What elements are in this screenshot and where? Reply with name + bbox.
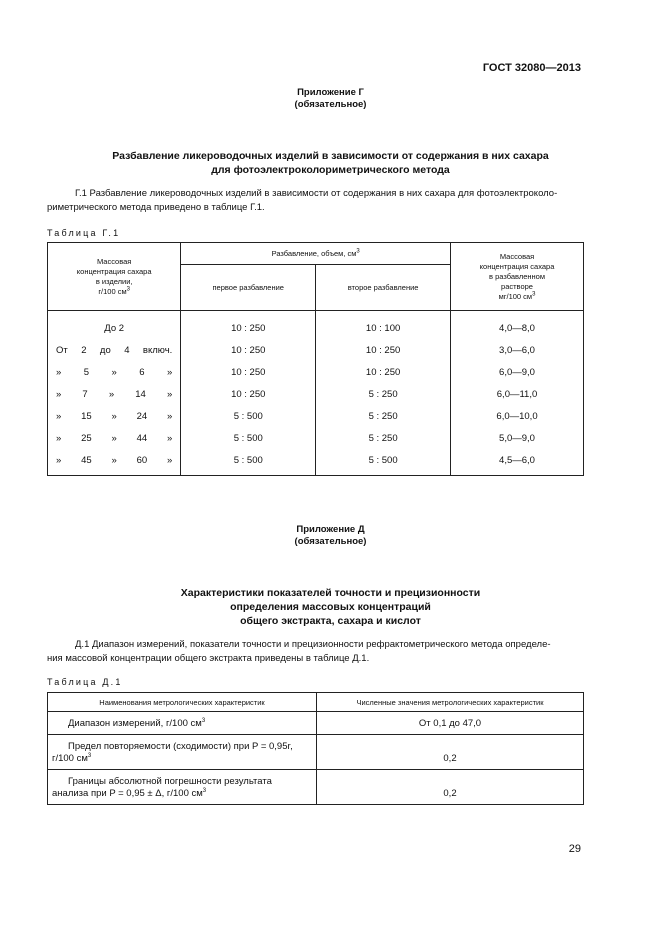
- second-dilution-cell: 10 : 250: [316, 339, 451, 361]
- header-line: мг/100 см: [498, 291, 533, 301]
- col-second-dilution-header: второе разбавление: [316, 265, 451, 311]
- characteristic-name-continued: анализа при P = 0,95 ± Δ, г/100 см: [52, 788, 203, 799]
- appendix-g-heading-line1: Разбавление ликероводочных изделий в зависимости от содержания в них сахара: [112, 150, 549, 162]
- characteristic-name: Границы абсолютной погрешности результата: [68, 776, 272, 787]
- appendix-g-title: Приложение Г: [297, 87, 364, 98]
- characteristic-value-cell: 0,2: [317, 735, 584, 770]
- range-part: »: [111, 432, 117, 444]
- result-cell: 4,0—8,0: [451, 311, 584, 340]
- col-characteristic-value-header: Численные значения метрологических характеристик: [317, 693, 584, 712]
- characteristic-name-cell: Границы абсолютной погрешности результата анализа при P = 0,95 ± Δ, г/100 $см^3$: [48, 770, 317, 805]
- second-dilution-cell: 5 : 500: [316, 449, 451, 476]
- range-text: До 2: [104, 322, 125, 334]
- range-part: »: [56, 410, 62, 422]
- range-part: »: [56, 388, 62, 400]
- range-part: включ.: [142, 344, 173, 356]
- standard-number: ГОСТ 32080—2013: [482, 62, 581, 74]
- range-part: »: [167, 410, 173, 422]
- range-part: 4: [124, 344, 130, 356]
- range-part: 25: [81, 432, 92, 444]
- header-line: г/100 см: [98, 286, 127, 296]
- appendix-d-title: Приложение Д: [296, 524, 365, 535]
- range-cell: [48, 339, 181, 361]
- range-part: »: [111, 366, 117, 378]
- range-part: »: [166, 388, 173, 400]
- range-part: 24: [136, 410, 148, 422]
- table-row: [48, 339, 584, 361]
- result-cell: 3,0—6,0: [451, 339, 584, 361]
- col-diluted-concentration-header: Массовая концентрация сахара в разбавленном растворе мг/100 $см^3$: [451, 243, 584, 311]
- header-line: в изделии,: [95, 276, 133, 286]
- paragraph-line: Д.1 Диапазон измерений, показатели точности и прецизионности рефрактометрического метода определе-: [75, 639, 551, 650]
- result-cell: 4,5—6,0: [451, 449, 584, 476]
- table-row: [48, 770, 584, 805]
- appendix-d-status: (обязательное): [294, 536, 367, 547]
- range-part: »: [167, 454, 173, 466]
- range-part: »: [56, 454, 62, 466]
- page-number: 29: [568, 843, 581, 855]
- range-part: 6: [139, 366, 145, 378]
- col-sugar-concentration-header: Массовая концентрация сахара в изделии, г/100 $см^3$: [48, 243, 181, 311]
- range-cell: [48, 311, 181, 340]
- range-part: »: [108, 388, 115, 400]
- range-part: »: [167, 366, 173, 378]
- header-line: концентрация сахара: [479, 261, 555, 271]
- header-line: концентрация сахара: [76, 266, 152, 276]
- range-part: 60: [136, 454, 148, 466]
- range-part: »: [56, 366, 62, 378]
- range-part: 15: [81, 410, 92, 422]
- first-dilution-cell: 10 : 250: [181, 339, 316, 361]
- table-row: [48, 427, 584, 449]
- appendix-g-heading-line2: для фотоэлектроколориметрического метода: [211, 164, 450, 176]
- range-part: 45: [81, 454, 92, 466]
- first-dilution-cell: 10 : 250: [181, 383, 316, 405]
- characteristic-name-continued: г/100 см: [52, 753, 88, 764]
- result-cell: 6,0—11,0: [451, 383, 584, 405]
- table-g1: [47, 242, 584, 476]
- col-characteristic-name-header: Наименования метрологических характеристик: [48, 693, 317, 712]
- characteristic-value-cell: От 0,1 до 47,0: [317, 712, 584, 735]
- second-dilution-cell: 5 : 250: [316, 383, 451, 405]
- table-row: [48, 361, 584, 383]
- result-cell: 6,0—10,0: [451, 405, 584, 427]
- range-part: 14: [135, 388, 146, 400]
- header-line: растворе: [501, 281, 533, 291]
- range-part: От: [56, 344, 68, 356]
- appendix-d-heading-line2: определения массовых концентраций: [230, 601, 431, 613]
- second-dilution-cell: 5 : 250: [316, 427, 451, 449]
- range-part: 7: [82, 388, 88, 400]
- range-cell: [48, 449, 181, 476]
- dilution-header-text: Разбавление, объем, см: [271, 248, 357, 258]
- result-cell: 6,0—9,0: [451, 361, 584, 383]
- col-dilution-header: Разбавление, объем, $см^3$: [181, 243, 451, 265]
- paragraph-line: ния массовой концентрации общего экстракта приведены в таблице Д.1.: [47, 653, 370, 664]
- table-row: [48, 735, 584, 770]
- range-cell: [48, 427, 181, 449]
- header-line: в разбавленном: [489, 271, 545, 281]
- appendix-g-paragraph: [47, 187, 583, 215]
- appendix-d-heading-line1: Характеристики показателей точности и прецизионности: [180, 587, 481, 599]
- header-line: Массовая: [96, 256, 132, 266]
- range-cell: [48, 383, 181, 405]
- result-cell: 5,0—9,0: [451, 427, 584, 449]
- paragraph-line: риметрического метода приведено в таблице Г.1.: [47, 202, 265, 213]
- characteristic-name: Диапазон измерений, г/100 см: [68, 718, 202, 729]
- range-cell: [48, 405, 181, 427]
- range-part: 5: [83, 366, 90, 378]
- range-part: »: [111, 410, 117, 422]
- first-dilution-cell: 5 : 500: [181, 449, 316, 476]
- range-part: »: [167, 432, 173, 444]
- appendix-d-heading-line3: общего экстракта, сахара и кислот: [240, 615, 421, 627]
- first-dilution-cell: 10 : 250: [181, 361, 316, 383]
- second-dilution-cell: 10 : 250: [316, 361, 451, 383]
- first-dilution-cell: 5 : 500: [181, 405, 316, 427]
- table-row: [48, 712, 584, 735]
- second-dilution-cell: 10 : 100: [316, 311, 451, 340]
- range-part: »: [56, 432, 62, 444]
- table-row: [48, 405, 584, 427]
- table-d1-caption: Таблица Д.1: [47, 677, 123, 687]
- paragraph-line: Г.1 Разбавление ликероводочных изделий в зависимости от содержания в них сахара для фотоэлектроколо-: [75, 188, 558, 199]
- range-cell: [48, 361, 181, 383]
- col-first-dilution-header: первое разбавление: [181, 265, 316, 311]
- table-row: [48, 383, 584, 405]
- characteristic-name: Предел повторяемости (сходимости) при P = 0,95r,: [68, 741, 293, 752]
- second-dilution-cell: 5 : 250: [316, 405, 451, 427]
- first-dilution-cell: 10 : 250: [181, 311, 316, 340]
- table-d1: [47, 692, 584, 805]
- first-dilution-cell: 5 : 500: [181, 427, 316, 449]
- table-g1-caption: Таблица Г.1: [47, 228, 121, 238]
- appendix-g-status: (обязательное): [294, 99, 367, 110]
- range-part: 44: [136, 432, 148, 444]
- characteristic-name-cell: Диапазон измерений, г/100 $см^3$: [48, 712, 317, 735]
- table-row: [48, 311, 584, 340]
- table-row: [48, 449, 584, 476]
- characteristic-name-cell: Предел повторяемости (сходимости) при P = 0,95r, г/100 $см^3$: [48, 735, 317, 770]
- range-part: до: [99, 344, 111, 356]
- appendix-d-paragraph: [47, 638, 583, 666]
- characteristic-value-cell: 0,2: [317, 770, 584, 805]
- header-line: Массовая: [499, 251, 535, 261]
- range-part: »: [111, 454, 117, 466]
- range-part: 2: [81, 344, 87, 356]
